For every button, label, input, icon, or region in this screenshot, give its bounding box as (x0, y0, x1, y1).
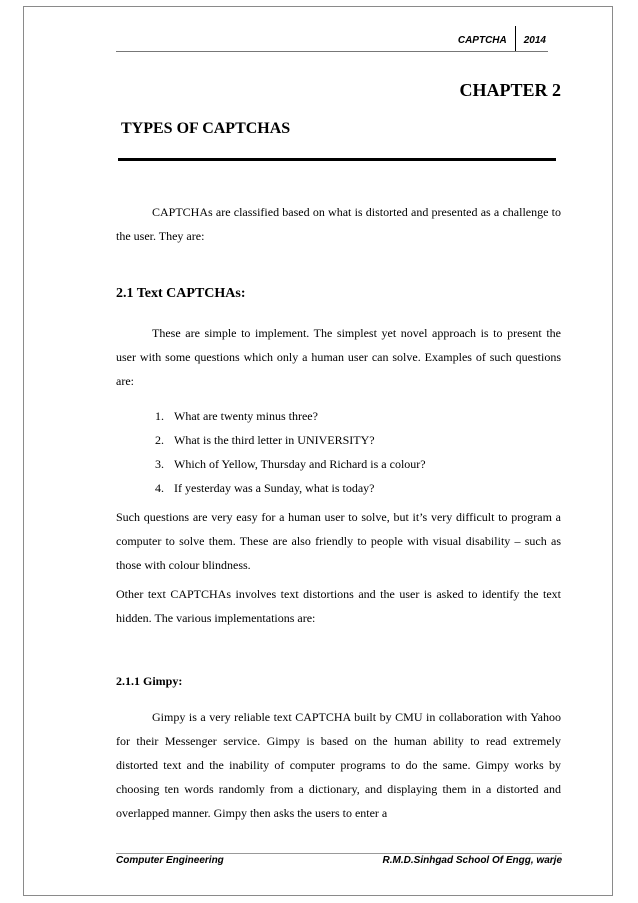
other-captchas-paragraph: Other text CAPTCHAs involves text distortions and the user is asked to identify the text hidden. The various implementations are: (116, 587, 561, 625)
easy-questions-paragraph: Such questions are very easy for a human user to solve, but it’s very difficult to program a computer to solve them. These are also friendly to people with visual disability – such as those with colour blindness. (116, 510, 561, 572)
footer-rule (116, 853, 562, 854)
example-questions-list (155, 404, 426, 500)
section-heading-gimpy: 2.1.1 Gimpy: (116, 674, 183, 688)
list-item: 2. What is the third letter in UNIVERSITY? (155, 433, 375, 447)
text-captcha-paragraph: These are simple to implement. The simplest yet novel approach is to present the user with some questions which only a human user can solve. Examples of such questions are: (116, 326, 561, 388)
list-item: 3. Which of Yellow, Thursday and Richard is a colour? (155, 457, 426, 471)
header-year: 2014 (523, 34, 546, 46)
header-rule (116, 51, 548, 52)
gimpy-paragraph: Gimpy is a very reliable text CAPTCHA built by CMU in collaboration with Yahoo for their Messenger service. Gimpy is based on the human ability to read extremely distorted text and the inability of computer programs to do the same. Gimpy works by choosing ten words randomly from a dictionary, and displaying them in a distorted and overlapped manner. Gimpy then asks the users to enter a (116, 710, 561, 820)
title-rule (118, 158, 556, 161)
running-footer (116, 855, 562, 866)
running-header (458, 30, 546, 50)
intro-paragraph: CAPTCHAs are classified based on what is distorted and presented as a challenge to the user. They are: (116, 205, 561, 243)
page-title: TYPES OF CAPTCHAS (121, 120, 291, 137)
chapter-heading: CHAPTER 2 (459, 80, 561, 100)
footer-department: Computer Engineering (116, 855, 224, 866)
list-item: 4. If yesterday was a Sunday, what is today? (155, 481, 375, 495)
footer-institution: R.M.D.Sinhgad School Of Engg, warje (382, 855, 562, 866)
header-doc-name: CAPTCHA (457, 34, 507, 46)
section-heading-text-captchas: 2.1 Text CAPTCHAs: (116, 286, 246, 301)
list-item: 1. What are twenty minus three? (155, 409, 318, 423)
